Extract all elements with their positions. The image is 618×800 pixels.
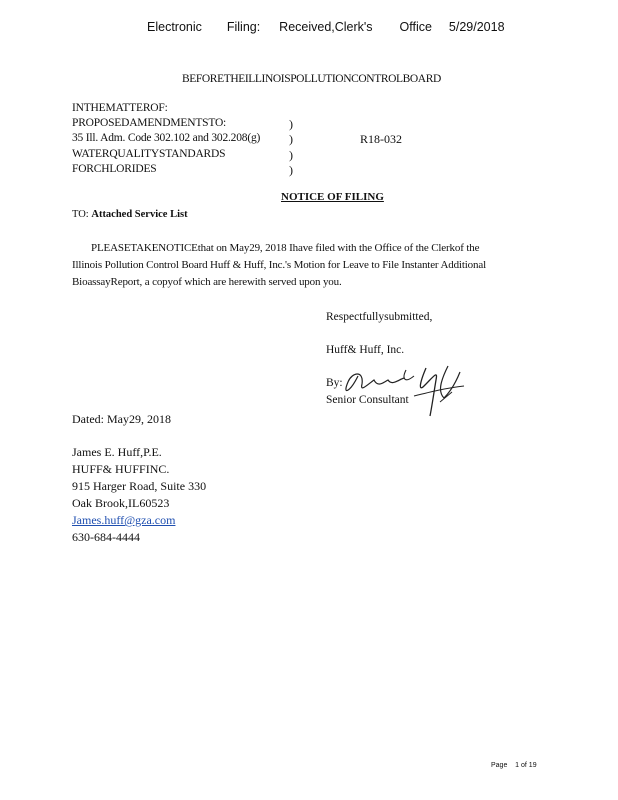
address-street: 915 Harger Road, Suite 330 bbox=[72, 479, 207, 493]
stamp-received: Received,Clerk's bbox=[279, 20, 373, 34]
page-number: 1 bbox=[515, 762, 520, 769]
page-footer bbox=[491, 762, 537, 769]
caption-line-4: WATERQUALITYSTANDARDS bbox=[72, 148, 226, 160]
caption-paren-3: ) bbox=[289, 148, 293, 162]
address-phone: 630-684-4444 bbox=[72, 530, 140, 544]
notice-body-line-1: PLEASETAKENOTICEthat on May29, 2018 Ihave filed with the Office of the Clerkof the bbox=[91, 242, 480, 254]
stamp-filing: Filing: bbox=[226, 20, 261, 34]
page-label: Page bbox=[491, 762, 508, 769]
address-city: Oak Brook,IL60523 bbox=[72, 496, 170, 510]
stamp-office: Office bbox=[399, 20, 432, 34]
caption-line-2: PROPOSEDAMENDMENTSTO: bbox=[72, 117, 227, 129]
to-prefix: TO: bbox=[72, 209, 89, 220]
caption-line-3: 35 Ill. Adm. Code 302.102 and 302.208(g) bbox=[72, 132, 261, 144]
filing-stamp-header bbox=[147, 20, 505, 34]
caption-paren-1: ) bbox=[289, 117, 293, 131]
notice-body-line-3: BioassayReport, a copyof which are herewith served upon you. bbox=[72, 276, 342, 288]
page-of: of bbox=[521, 762, 527, 769]
closing-text: Respectfullysubmitted, bbox=[326, 311, 433, 323]
stamp-electronic: Electronic bbox=[147, 20, 202, 34]
caption-paren-4: ) bbox=[289, 163, 293, 177]
by-label: By: bbox=[326, 377, 343, 389]
caption-line-5: FORCHLORIDES bbox=[72, 163, 157, 175]
stamp-date: 5/29/2018 bbox=[448, 20, 505, 34]
email-link[interactable]: James.huff@gza.com bbox=[72, 513, 176, 527]
caption-paren-2: ) bbox=[289, 132, 293, 146]
board-title: BEFORETHEILLINOISPOLLUTIONCONTROLBOARD bbox=[182, 73, 441, 85]
to-line bbox=[72, 209, 188, 220]
notice-body-line-2: Illinois Pollution Control Board Huff & Huff, Inc.'s Motion for Leave to File Instanter Additional bbox=[72, 259, 486, 271]
docket-number: R18-032 bbox=[360, 132, 402, 146]
signer-role: Senior Consultant bbox=[326, 394, 409, 406]
notice-of-filing-title: NOTICE OF FILING bbox=[281, 191, 384, 203]
company-name: Huff& Huff, Inc. bbox=[326, 344, 405, 356]
to-recipients: Attached Service List bbox=[91, 209, 188, 220]
dated-line: Dated: May29, 2018 bbox=[72, 412, 171, 426]
address-name: James E. Huff,P.E. bbox=[72, 445, 162, 459]
page-total: 19 bbox=[528, 762, 537, 769]
address-firm: HUFF& HUFFINC. bbox=[72, 462, 170, 476]
caption-line-1: INTHEMATTEROF: bbox=[72, 102, 168, 114]
handwritten-signature bbox=[340, 362, 470, 418]
